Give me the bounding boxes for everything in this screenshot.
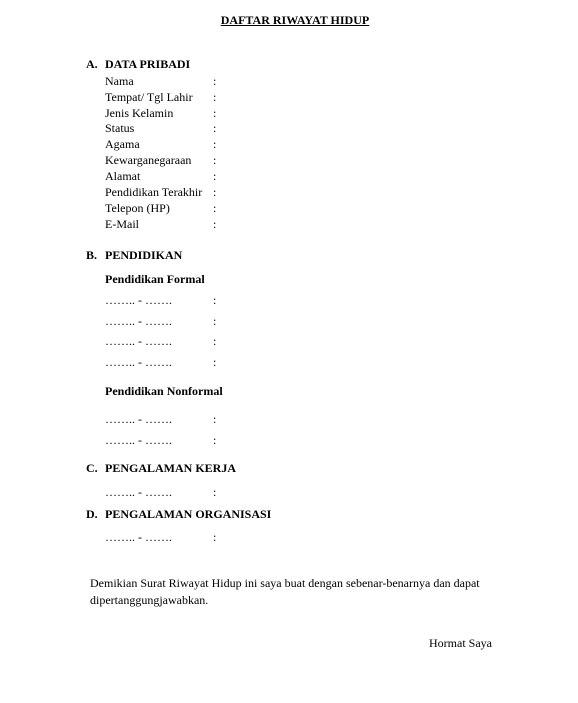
field-label: E-Mail — [105, 217, 139, 231]
entry-colon: : — [213, 314, 217, 328]
field-label: Status — [105, 121, 135, 135]
entry-period: …….. - ……. — [105, 293, 172, 307]
field-colon: : — [213, 185, 217, 199]
nonformal-education-heading: Pendidikan Nonformal — [105, 384, 223, 398]
closing-paragraph: Demikian Surat Riwayat Hidup ini saya buat dengan sebenar-benarnya dan dapat dipertanggungjawabkan. — [90, 576, 480, 607]
section-d-heading: PENGALAMAN ORGANISASI — [105, 507, 272, 521]
document-title: DAFTAR RIWAYAT HIDUP — [220, 13, 370, 27]
entry-colon: : — [213, 485, 217, 499]
entry-colon: : — [213, 530, 217, 544]
field-colon: : — [213, 169, 217, 183]
formal-education-heading: Pendidikan Formal — [105, 272, 205, 286]
entry-colon: : — [213, 334, 217, 348]
entry-colon: : — [213, 355, 217, 369]
entry-colon: : — [213, 433, 217, 447]
field-label: Alamat — [105, 169, 141, 183]
field-colon: : — [213, 74, 217, 88]
field-label: Tempat/ Tgl Lahir — [105, 90, 193, 104]
field-label: Nama — [105, 74, 134, 88]
entry-colon: : — [213, 293, 217, 307]
entry-period: …….. - ……. — [105, 530, 172, 544]
section-c-heading: PENGALAMAN KERJA — [105, 461, 236, 475]
field-label: Telepon (HP) — [105, 201, 170, 215]
field-label: Kewarganegaraan — [105, 153, 192, 167]
signature-label: Hormat Saya — [429, 636, 492, 650]
entry-period: …….. - ……. — [105, 485, 172, 499]
entry-period: …….. - ……. — [105, 334, 172, 348]
section-c-letter: C. — [86, 461, 98, 475]
field-label: Agama — [105, 137, 140, 151]
entry-period: …….. - ……. — [105, 433, 172, 447]
field-colon: : — [213, 90, 217, 104]
field-colon: : — [213, 201, 217, 215]
entry-period: …….. - ……. — [105, 412, 172, 426]
entry-colon: : — [213, 412, 217, 426]
section-a-heading: DATA PRIBADI — [105, 57, 191, 71]
entry-period: …….. - ……. — [105, 314, 172, 328]
field-colon: : — [213, 153, 217, 167]
section-a-letter: A. — [86, 57, 98, 71]
section-b-letter: B. — [86, 248, 98, 262]
field-colon: : — [213, 137, 217, 151]
field-label: Jenis Kelamin — [105, 106, 174, 120]
field-colon: : — [213, 217, 217, 231]
section-d-letter: D. — [86, 507, 98, 521]
field-label: Pendidikan Terakhir — [105, 185, 203, 199]
entry-period: …….. - ……. — [105, 355, 172, 369]
field-colon: : — [213, 106, 217, 120]
field-colon: : — [213, 121, 217, 135]
section-b-heading: PENDIDIKAN — [105, 248, 183, 262]
